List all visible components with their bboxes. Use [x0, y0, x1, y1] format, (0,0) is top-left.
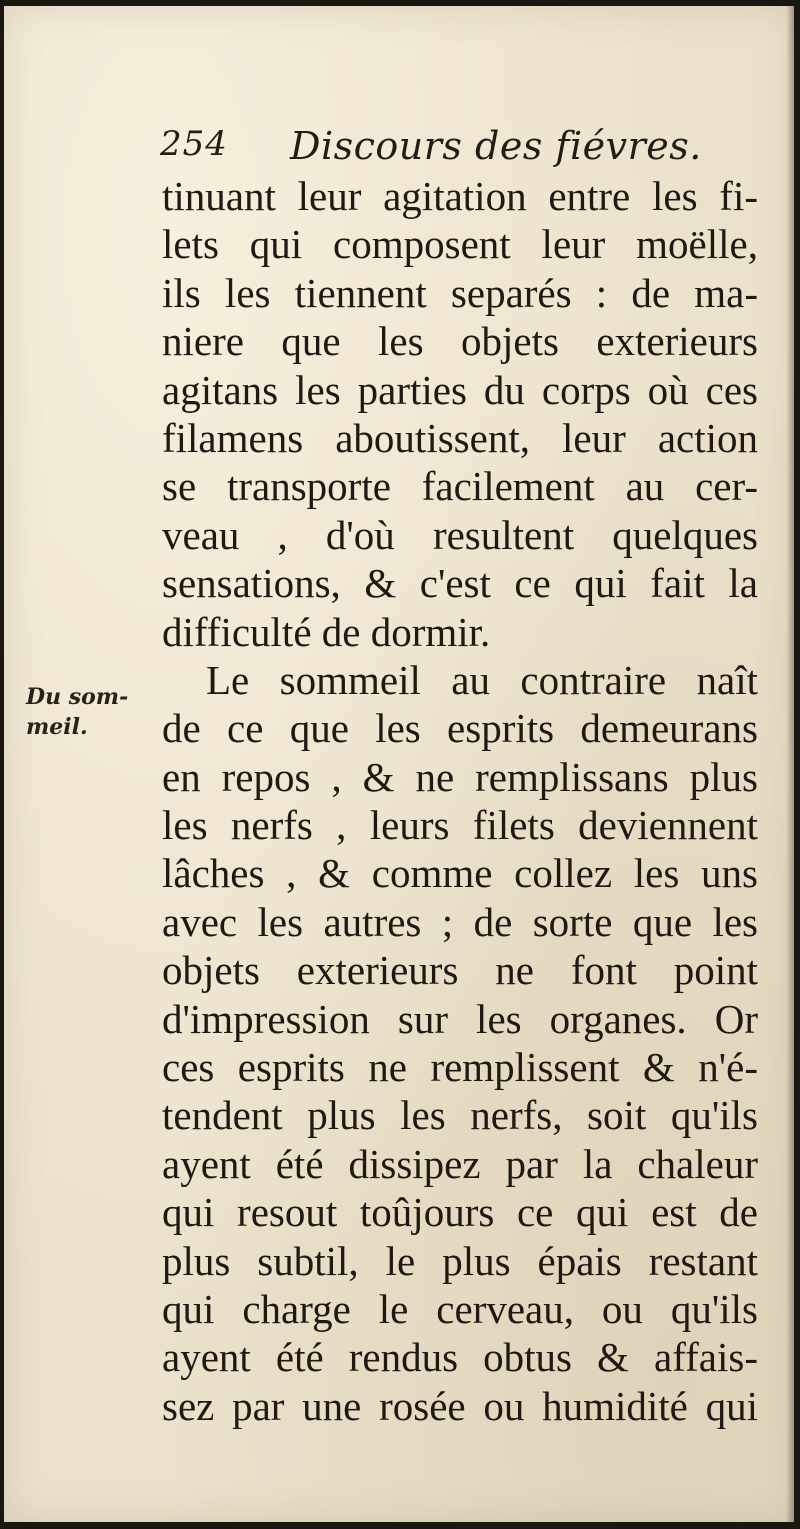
text-line: veau , d'où resultent quelques — [162, 511, 758, 558]
text-line: se transporte facilement au cer- — [162, 463, 758, 510]
text-line: qui resout toûjours ce qui est de — [162, 1189, 758, 1236]
text-line: avec les autres ; de sorte que les — [162, 898, 758, 945]
marginal-note — [26, 682, 156, 742]
text-line: filamens aboutissent, leur action — [162, 414, 758, 461]
marginal-note-line: meil. — [26, 714, 88, 740]
page-header — [160, 124, 760, 174]
page-edge-shadow — [786, 6, 794, 1522]
text-line: lâches , & comme collez les uns — [162, 850, 758, 897]
text-line: agitans les parties du corps où ces — [162, 366, 758, 413]
body-text — [162, 172, 758, 1430]
book-page — [4, 6, 794, 1522]
text-line: qui charge le cerveau, ou qu'ils — [162, 1285, 758, 1332]
text-line: en repos , & ne remplissans plus — [162, 753, 758, 800]
text-line: tinuant leur agitation entre les fi- — [162, 173, 758, 219]
text-line: tendent plus les nerfs, soit qu'ils — [162, 1092, 758, 1139]
text-line: lets qui composent leur moëlle, — [162, 221, 758, 268]
text-line: objets exterieurs ne font point — [162, 947, 758, 994]
text-line: les nerfs , leurs filets deviennent — [162, 802, 758, 849]
running-title: Discours des fiévres. — [290, 124, 702, 168]
text-line: de ce que les esprits demeurans — [162, 705, 758, 752]
text-line: Le sommeil au contraire naît — [206, 656, 758, 703]
page-number: 254 — [160, 124, 228, 164]
text-line: niere que les objets exterieurs — [162, 318, 758, 365]
text-line: d'impression sur les organes. Or — [162, 995, 758, 1042]
text-line: difficulté de dormir. — [162, 608, 491, 655]
text-line: ayent été rendus obtus & affais- — [162, 1334, 758, 1381]
text-line: sez par une rosée ou humidité qui — [162, 1382, 758, 1429]
text-line: sensations, & c'est ce qui fait la — [162, 560, 758, 607]
text-line: plus subtil, le plus épais restant — [162, 1237, 758, 1284]
text-line: ayent été dissipez par la chaleur — [162, 1140, 758, 1187]
text-line: ils les tiennent separés : de ma- — [162, 269, 758, 316]
text-line: ces esprits ne remplissent & n'é- — [162, 1044, 758, 1091]
marginal-note-line: Du som- — [26, 684, 129, 710]
